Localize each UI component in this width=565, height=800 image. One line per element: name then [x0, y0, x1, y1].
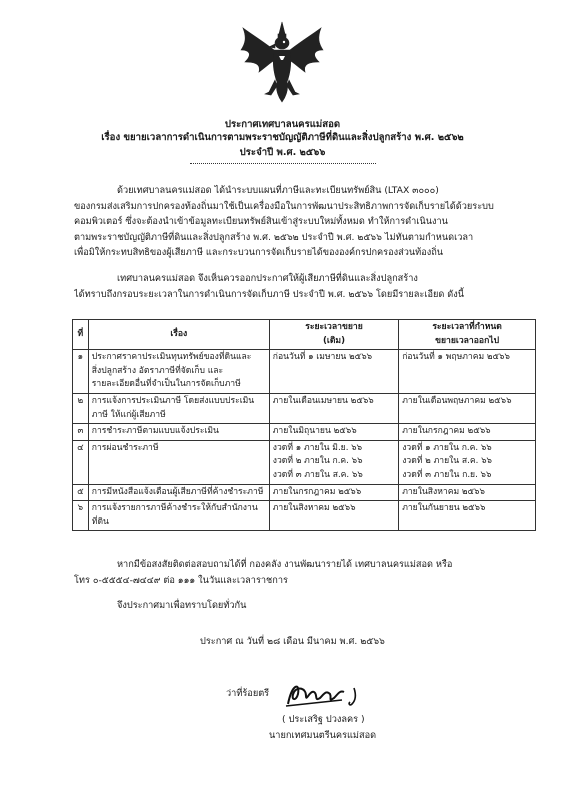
row-extended-line: งวดที่ ๓ ภายใน ก.ย. ๖๖	[402, 469, 492, 480]
dotted-separator	[190, 163, 376, 164]
row-number: ๒	[73, 393, 89, 423]
contact-line: หากมีข้อสงสัยติดต่อสอบถามได้ที่ กองคลัง งานพัฒนารายได้ เทศบาลนครแม่สอด หรือ	[117, 559, 453, 570]
row-original-line: ภายในกรกฎาคม ๒๕๖๖	[272, 486, 362, 497]
row-extended-line: ก่อนวันที่ ๑ พฤษภาคม ๒๕๖๖	[402, 352, 510, 363]
row-number: ๕	[73, 484, 89, 501]
row-topic-line: ภาษี ให้แก่ผู้เสียภาษี	[91, 409, 166, 420]
table-row	[73, 424, 536, 441]
paragraph-1-line: ตามพระราชบัญญัติภาษีที่ดินและสิ่งปลูกสร้าง พ.ศ. ๒๕๖๒ ประจำปี พ.ศ. ๒๕๖๖ ไม่ทันตามกำหนดเวลา	[74, 231, 474, 243]
contact-paragraph	[74, 557, 534, 588]
announcement-year: ประจำปี พ.ศ. ๒๕๖๖	[239, 147, 326, 158]
row-original	[269, 424, 398, 441]
table-row	[73, 440, 536, 484]
row-original-line: ภายในสิงหาคม ๒๕๖๖	[272, 503, 356, 514]
row-original-line: ภายในเดือนเมษายน ๒๕๖๖	[272, 395, 374, 406]
table-row	[73, 484, 536, 501]
paragraph-1-line: ด้วยเทศบาลนครแม่สอด ได้นำระบบแผนที่ภาษีและทะเบียนทรัพย์สิน (LTAX ๓๐๐๐)	[117, 185, 439, 196]
row-original	[269, 484, 398, 501]
row-extended-line: ภายในสิงหาคม ๒๕๖๖	[402, 486, 485, 497]
row-original-line: งวดที่ ๓ ภายใน ส.ค. ๖๖	[272, 469, 363, 480]
row-extended-line: งวดที่ ๒ ภายใน ส.ค. ๖๖	[402, 456, 493, 467]
paragraph-2	[74, 271, 534, 302]
announcement-org: ประกาศเทศบาลนครแม่สอด	[224, 119, 341, 130]
signer-name: ( ประเสริฐ ปวงลคร )	[282, 714, 365, 725]
handwritten-signature	[284, 678, 366, 712]
row-original	[269, 501, 398, 531]
row-original	[269, 350, 398, 394]
row-extended	[399, 393, 536, 423]
row-topic-line: สิ่งปลูกสร้าง อัตราภาษีที่จัดเก็บ และ	[91, 365, 224, 376]
row-topic-line: การชำระภาษีตามแบบแจ้งประเมิน	[91, 426, 219, 437]
row-topic	[88, 501, 269, 531]
announce-line: จึงประกาศมาเพื่อทราบโดยทั่วกัน	[117, 600, 247, 611]
row-extended-line: ภายในกรกฎาคม ๒๕๖๖	[402, 426, 491, 437]
paragraph-1	[74, 183, 534, 261]
row-original	[269, 393, 398, 423]
paragraph-1-line: ของกรมส่งเสริมการปกครองท้องถิ่นมาใช้เป็นเครื่องมือในการพัฒนาประสิทธิภาพการจัดเก็บรายได้ด้วยระบบ	[74, 200, 494, 212]
column-header-extended-line: ระยะเวลาที่กำหนด	[432, 322, 502, 332]
row-extended	[399, 440, 536, 484]
column-header-extended	[399, 320, 536, 350]
row-topic-line: ประกาศราคาประเมินทุนทรัพย์ของที่ดินและ	[91, 352, 252, 363]
row-extended	[399, 484, 536, 501]
row-extended	[399, 501, 536, 531]
row-original-line: งวดที่ ๒ ภายใน ก.ค. ๖๖	[272, 456, 363, 467]
contact-line: โทร ๐-๕๕๕๔-๗๔๔๙ ต่อ ๑๑๑ ในวันและเวลาราชการ	[74, 574, 288, 586]
column-header-original-line: ระยะเวลาขยาย	[305, 322, 363, 332]
table-header-row	[73, 320, 536, 350]
row-extended-line: ภายในกันยายน ๒๕๖๖	[402, 503, 486, 514]
column-header-extended-line: ขยายเวลาออกไป	[435, 335, 500, 346]
paragraph-2-line: ได้ทราบถึงกรอบระยะเวลาในการดำเนินการจัดเก็บภาษี ประจำปี พ.ศ. ๒๕๖๖ โดยมีรายละเอียด ดังนี้	[74, 288, 465, 300]
row-number: ๓	[73, 424, 89, 441]
row-topic-line: รายละเอียดอื่นที่จำเป็นในการจัดเก็บภาษี	[91, 379, 241, 390]
row-topic-line: การมีหนังสือแจ้งเตือนผู้เสียภาษีที่ค้างชำระภาษี	[91, 486, 264, 497]
garuda-emblem	[239, 20, 325, 104]
row-topic	[88, 440, 269, 484]
column-header-no: ที่	[73, 320, 89, 350]
row-topic	[88, 393, 269, 423]
column-header-original-line: (เดิม)	[322, 335, 345, 346]
row-topic-line: การผ่อนชำระภาษี	[91, 442, 159, 453]
row-extended-line: งวดที่ ๑ ภายใน ก.ค. ๖๖	[402, 442, 492, 453]
row-topic	[88, 350, 269, 394]
paragraph-1-line: เพื่อมิให้กระทบสิทธิของผู้เสียภาษี และกระบวนการจัดเก็บรายได้ขององค์กรปกครองส่วนท้องถิ่น	[74, 247, 444, 259]
row-number: ๑	[73, 350, 89, 394]
row-topic-line: การแจ้งรายการภาษีค้างชำระให้กับสำนักงานที่ดิน	[91, 503, 258, 527]
signature-rank: ว่าที่ร้อยตรี	[226, 688, 270, 699]
table-row	[73, 350, 536, 394]
row-number: ๔	[73, 440, 89, 484]
announce-date: ประกาศ ณ วันที่ ๒๘ เดือน มีนาคม พ.ศ. ๒๕๖๖	[200, 636, 385, 647]
row-topic	[88, 484, 269, 501]
paragraph-1-line: คอมพิวเตอร์ ซึ่งจะต้องนำเข้าข้อมูลทะเบียนทรัพย์สินเข้าสู่ระบบใหม่ทั้งหมด ทำให้การดำเนินงาน	[74, 216, 448, 228]
announcement-subject: เรื่อง ขยายเวลาการดำเนินการตามพระราชบัญญัติภาษีที่ดินและสิ่งปลูกสร้าง พ.ศ. ๒๕๖๒	[101, 132, 464, 143]
row-extended-line: ภายในเดือนพฤษภาคม ๒๕๖๖	[402, 395, 512, 406]
schedule-table	[72, 319, 536, 531]
table-row	[73, 501, 536, 531]
row-topic	[88, 424, 269, 441]
row-original-line: ก่อนวันที่ ๑ เมษายน ๒๕๖๖	[272, 352, 373, 363]
row-original	[269, 440, 398, 484]
row-original-line: ภายในมิถุนายน ๒๕๖๖	[272, 426, 357, 437]
row-extended	[399, 350, 536, 394]
paragraph-2-line: เทศบาลนครแม่สอด จึงเห็นควรออกประกาศให้ผู้เสียภาษีที่ดินและสิ่งปลูกสร้าง	[117, 273, 418, 284]
row-topic-line: การแจ้งการประเมินภาษี โดยส่งแบบประเมิน	[91, 395, 255, 406]
row-extended	[399, 424, 536, 441]
row-number: ๖	[73, 501, 89, 531]
signer-title: นายกเทศมนตรีนครแม่สอด	[269, 730, 377, 741]
row-original-line: งวดที่ ๑ ภายใน มิ.ย. ๖๖	[272, 442, 363, 453]
column-header-original	[269, 320, 398, 350]
table-row	[73, 393, 536, 423]
column-header-topic: เรื่อง	[88, 320, 269, 350]
